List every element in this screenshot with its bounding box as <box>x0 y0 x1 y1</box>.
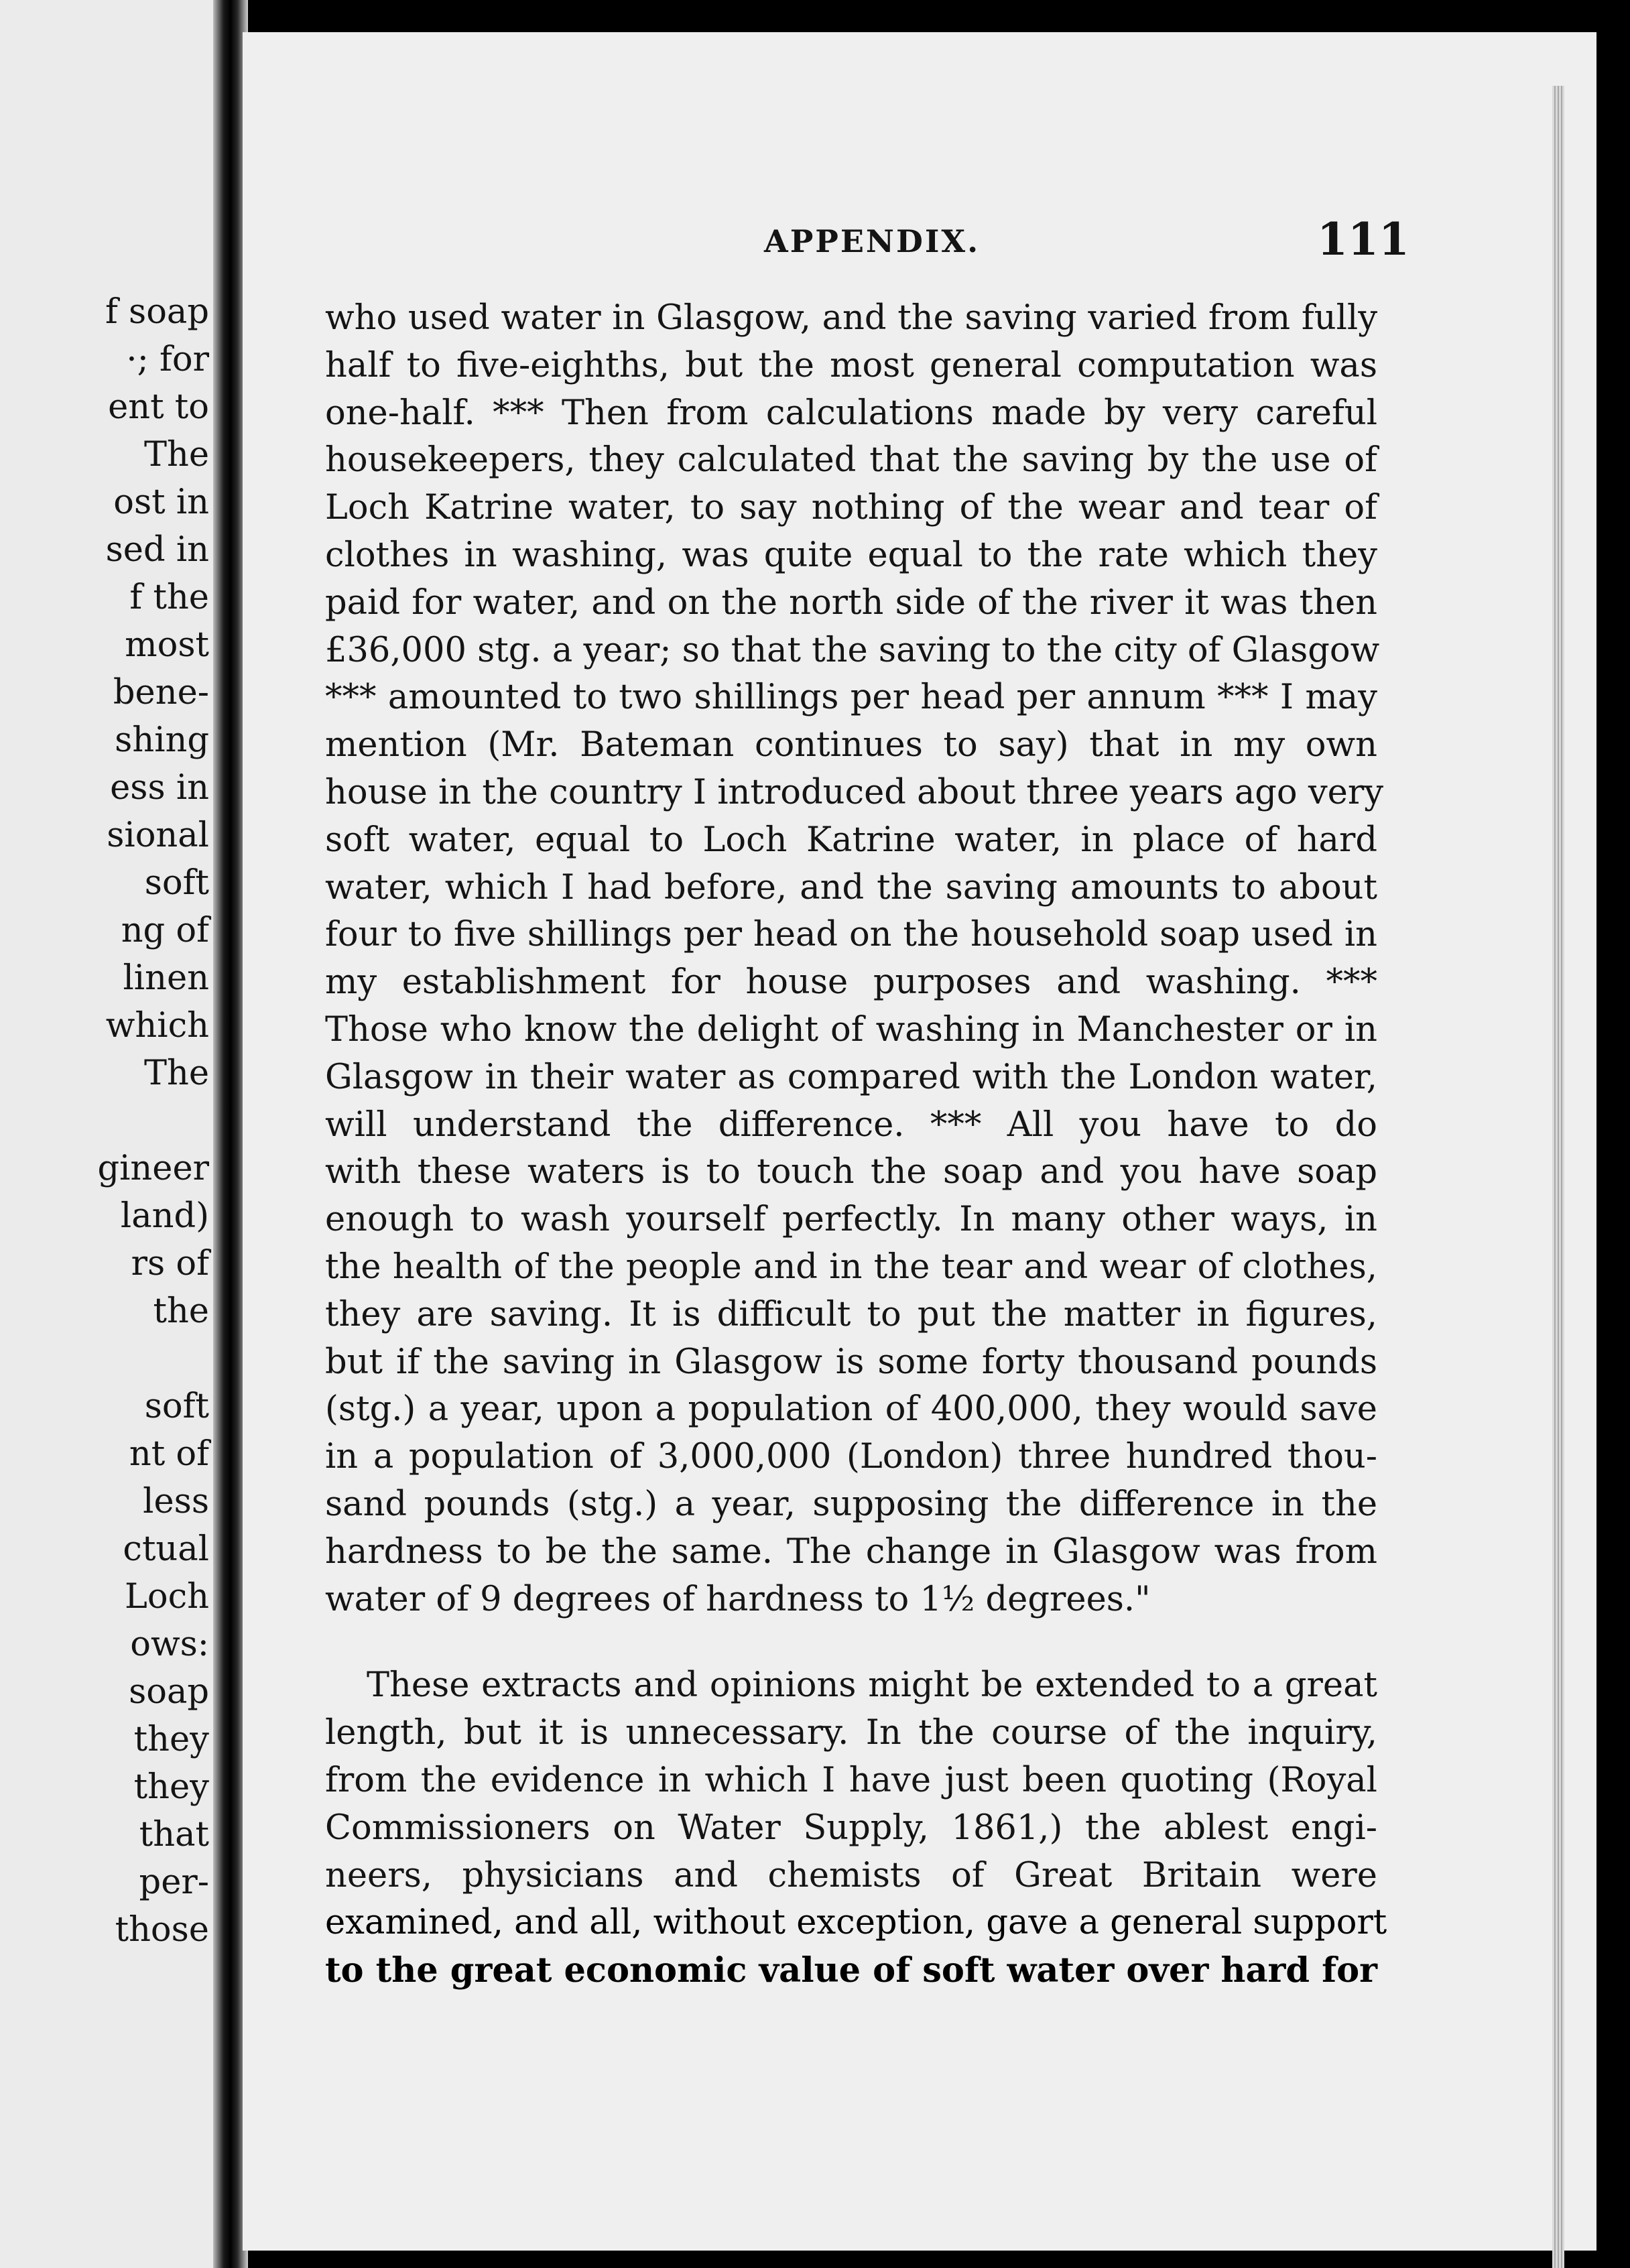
left-fragment: land) <box>120 1196 209 1236</box>
left-fragment: f the <box>129 578 209 617</box>
left-fragment: ows: <box>130 1625 209 1664</box>
text-line: These extracts and opinions might be extended to a great <box>367 1665 1377 1706</box>
left-page-text-column <box>0 288 221 1954</box>
left-fragment: soft <box>144 1387 209 1426</box>
left-fragment: ent to <box>108 387 209 427</box>
text-line: to the great economic value of soft water over hard for <box>325 1950 1377 1991</box>
left-fragment: most <box>125 625 209 665</box>
text-line: (stg.) a year, upon a population of 400,000, they would save <box>325 1389 1377 1430</box>
text-line: with these waters is to touch the soap and you have soap <box>325 1152 1377 1192</box>
text-line: but if the saving in Glasgow is some forty thousand pounds <box>325 1342 1377 1382</box>
left-fragment: sed in <box>105 530 209 570</box>
left-fragment: f soap <box>105 292 209 332</box>
text-line: house in the country I introduced about three years ago very <box>325 772 1384 812</box>
text-line: housekeepers, they calculated that the saving by the use of <box>325 440 1377 481</box>
text-line: they are saving. It is difficult to put the matter in figures, <box>325 1294 1377 1334</box>
left-fragment: ·; for <box>126 340 209 379</box>
left-fragment: they <box>133 1767 209 1807</box>
text-line: length, but it is unnecessary. In the course of the inquiry, <box>325 1713 1377 1753</box>
text-line: water of 9 degrees of hardness to 1½ degrees." <box>325 1579 1151 1619</box>
text-line: neers, physicians and chemists of Great Britain were <box>325 1855 1377 1895</box>
text-line: £36,000 stg. a year; so that the saving to the city of Glasgow <box>325 630 1380 670</box>
left-fragment: ess in <box>110 768 209 808</box>
text-line: the health of the people and in the tear and wear of clothes, <box>325 1247 1377 1287</box>
left-fragment: the <box>153 1292 209 1331</box>
paragraph-summary <box>325 1662 1387 1995</box>
left-fragment: Loch <box>125 1577 209 1617</box>
left-fragment: shing <box>115 720 209 760</box>
left-fragment: ctual <box>123 1529 209 1569</box>
left-fragment: bene- <box>113 673 209 712</box>
text-line: soft water, equal to Loch Katrine water, in place of hard <box>325 820 1377 860</box>
text-line: from the evidence in which I have just been quoting (Royal <box>325 1760 1377 1800</box>
left-fragment: sional <box>107 816 209 855</box>
page-number: 111 <box>1317 213 1409 265</box>
page-edges <box>1552 86 1564 2268</box>
text-line: four to five shillings per head on the household soap used in <box>325 915 1377 955</box>
text-line: Commissioners on Water Supply, 1861,) the ablest engi- <box>325 1808 1377 1848</box>
paragraph-gap <box>325 1623 1377 1662</box>
text-line: mention (Mr. Bateman continues to say) that in my own <box>325 725 1377 765</box>
text-line: will understand the difference. *** All you have to do <box>325 1105 1377 1145</box>
text-line: my establishment for house purposes and washing. *** <box>325 962 1377 1003</box>
text-line: *** amounted to two shillings per head per annum *** I may <box>325 678 1377 718</box>
left-fragment: rs of <box>131 1244 209 1283</box>
text-line: half to five-eighths, but the most general computation was <box>325 345 1377 385</box>
left-fragment: soap <box>129 1672 209 1712</box>
left-fragment: they <box>133 1720 209 1759</box>
text-line: water, which I had before, and the saving amounts to about <box>325 867 1377 907</box>
text-line: paid for water, and on the north side of the river it was then <box>325 582 1377 623</box>
text-line: Those who know the delight of washing in Manchester or in <box>325 1009 1377 1050</box>
text-line: sand pounds (stg.) a year, supposing the difference in the <box>325 1484 1377 1524</box>
left-fragment: linen <box>123 958 209 998</box>
left-fragment: per- <box>139 1863 209 1902</box>
left-fragment: The <box>143 435 209 475</box>
text-line: enough to wash yourself perfectly. In many other ways, in <box>325 1200 1377 1240</box>
left-fragment: that <box>139 1815 209 1854</box>
text-line: who used water in Glasgow, and the saving varied from fully <box>325 298 1377 338</box>
paragraph-quotation <box>325 295 1384 1623</box>
text-line: Loch Katrine water, to say nothing of the wear and tear of <box>325 488 1377 528</box>
text-line: Glasgow in their water as compared with the London water, <box>325 1057 1377 1097</box>
left-fragment: those <box>115 1910 209 1950</box>
text-line: in a population of 3,000,000 (London) three hundred thou- <box>325 1437 1377 1477</box>
body-text <box>325 295 1387 1995</box>
left-fragment: ost in <box>113 483 209 522</box>
running-head: APPENDIX. <box>764 223 981 259</box>
left-fragment: soft <box>144 863 209 903</box>
text-line: examined, and all, without exception, gave a general support <box>325 1903 1387 1943</box>
left-fragment: ng of <box>121 911 209 950</box>
left-fragment: less <box>143 1482 209 1521</box>
text-line: hardness to be the same. The change in Glasgow was from <box>325 1531 1377 1572</box>
left-fragment: gineer <box>97 1149 209 1188</box>
left-fragment: The <box>143 1054 209 1093</box>
left-facing-page <box>0 0 221 2268</box>
left-fragment: which <box>105 1006 209 1046</box>
left-fragment: nt of <box>129 1434 209 1474</box>
text-line: one-half. *** Then from calculations made by very careful <box>325 393 1377 433</box>
text-line: clothes in washing, was quite equal to the rate which they <box>325 535 1377 575</box>
